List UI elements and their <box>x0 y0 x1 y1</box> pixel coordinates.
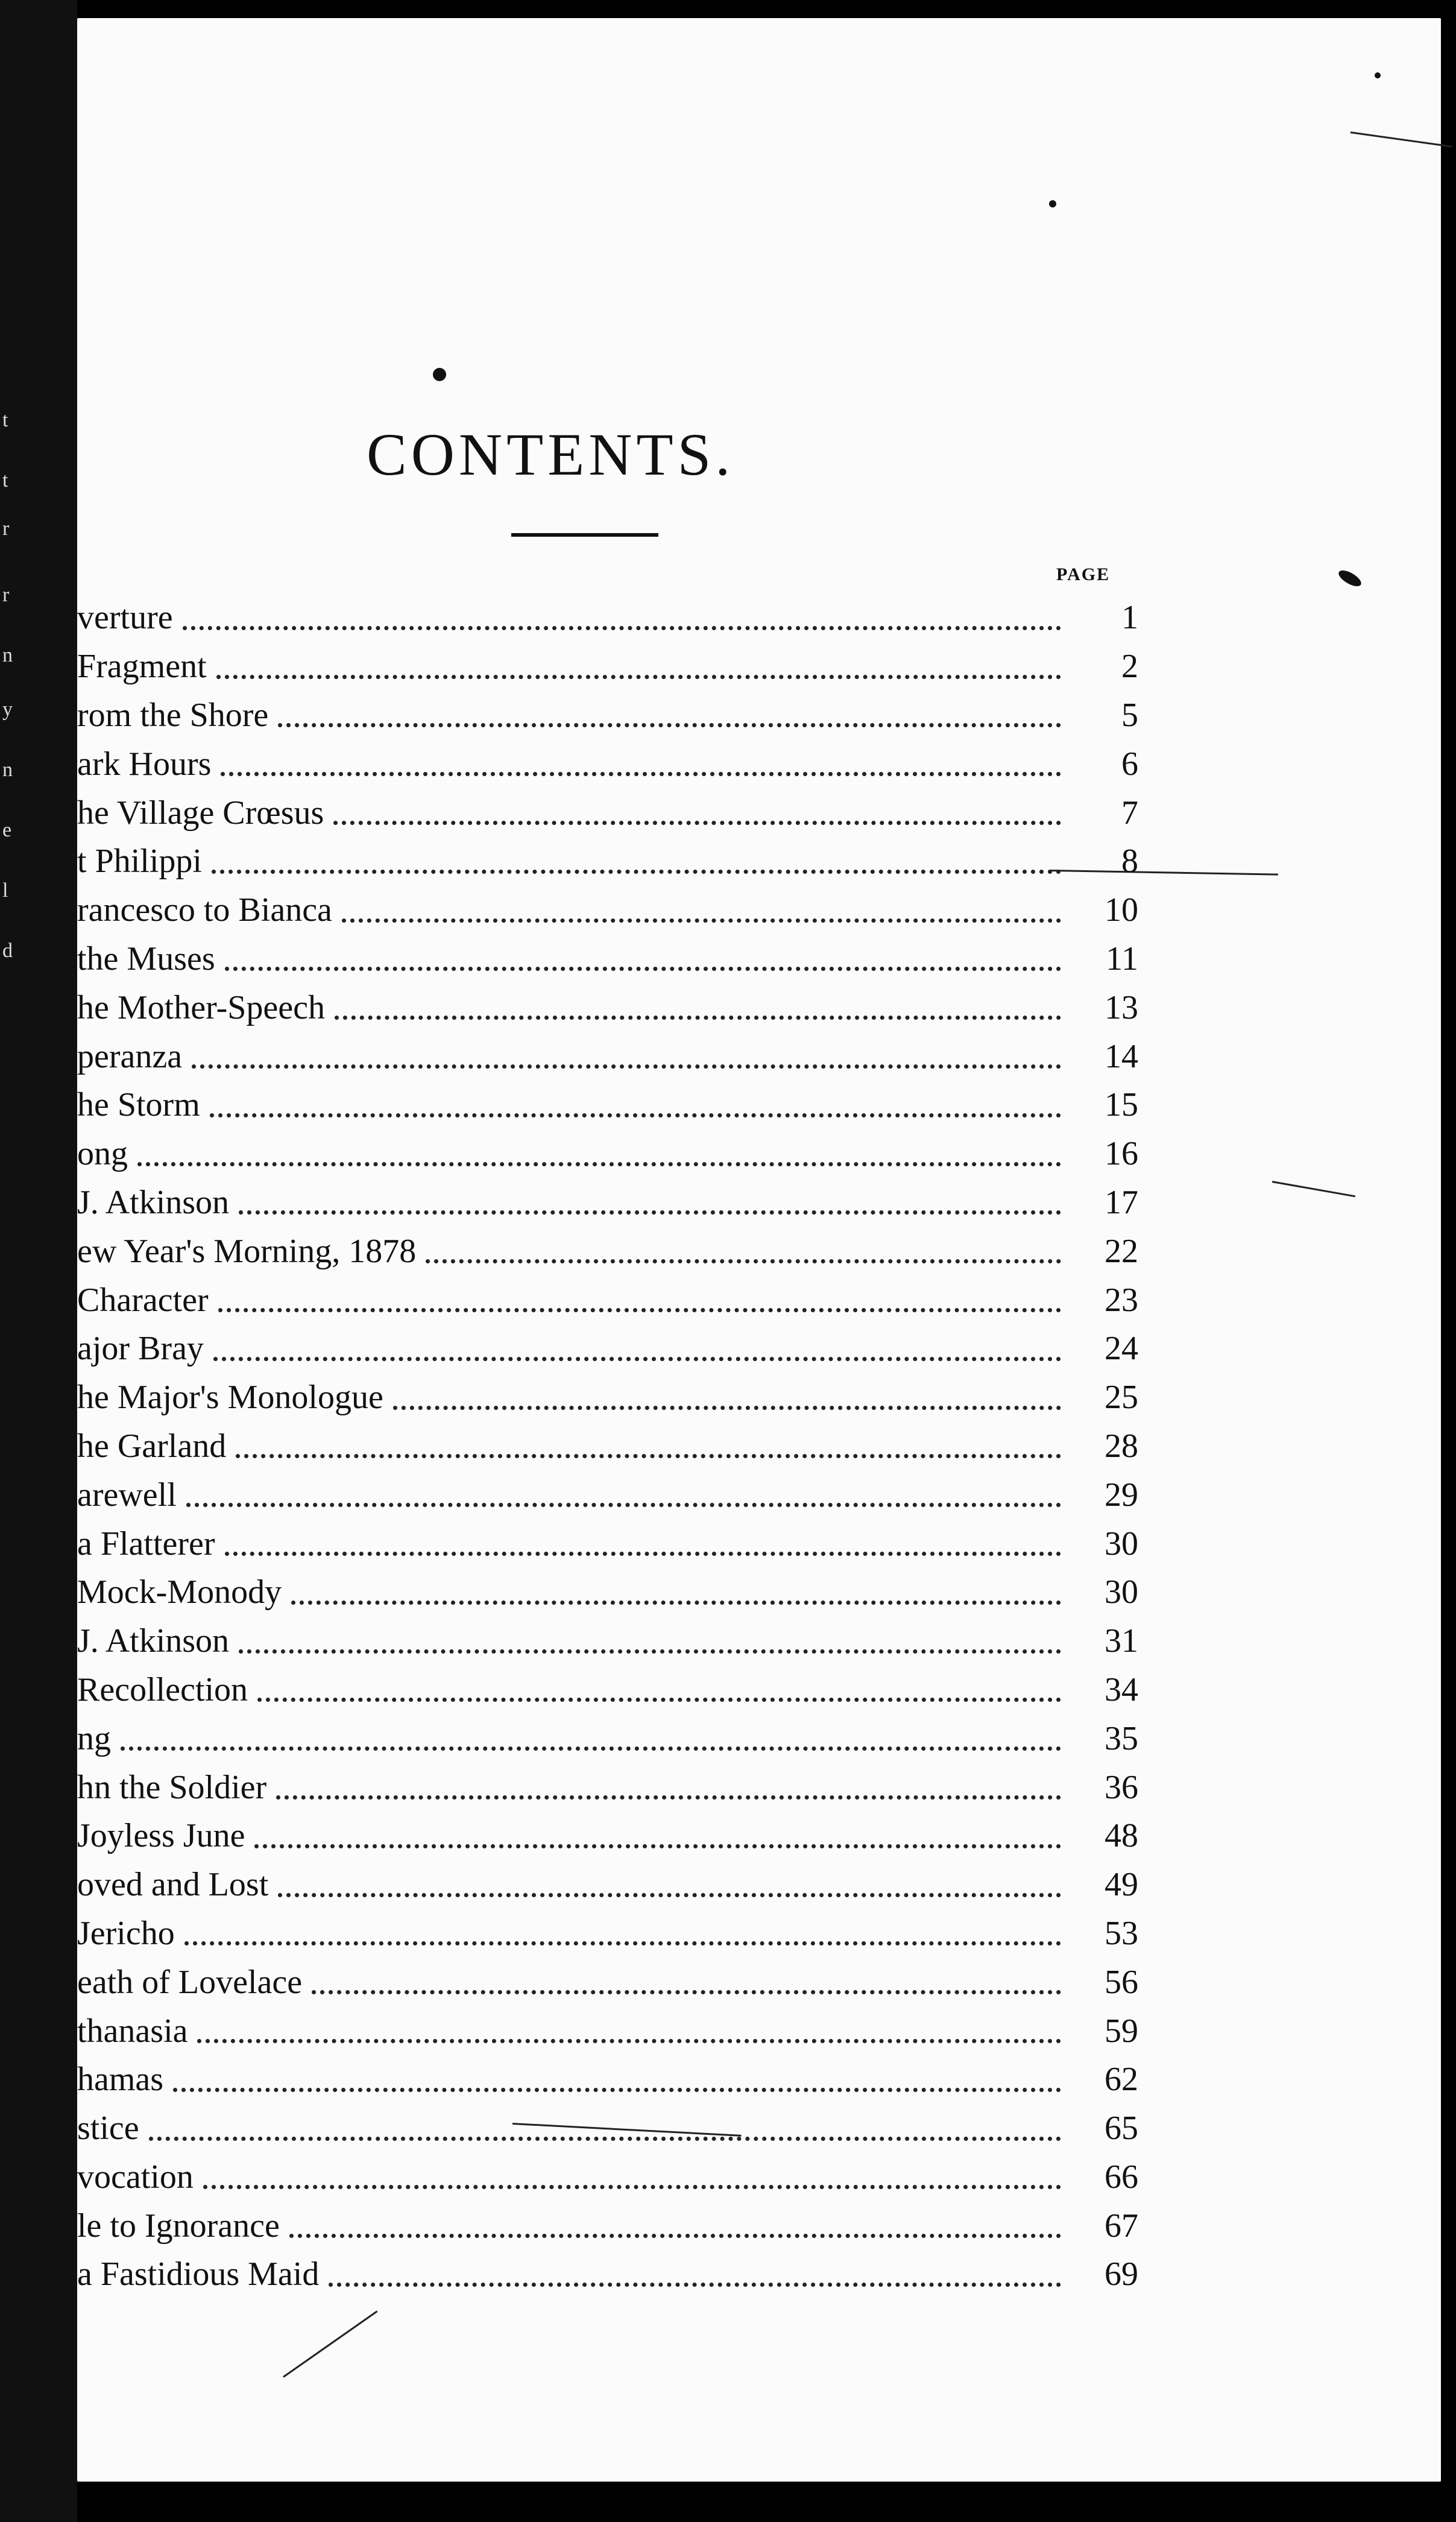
margin-fragment: d <box>2 940 13 962</box>
dot-leader <box>186 1499 1061 1507</box>
margin-fragment: t <box>2 409 8 431</box>
toc-entry <box>77 2006 1138 2055</box>
toc-entry-title: the Muses <box>77 940 221 978</box>
ink-speck <box>1049 200 1056 207</box>
dot-leader <box>218 1304 1061 1312</box>
margin-fragment: t <box>2 469 8 491</box>
toc-entry-title: a Fastidious Maid <box>77 2255 325 2293</box>
toc-entry <box>77 1227 1138 1275</box>
toc-entry <box>77 2201 1138 2250</box>
toc-entry <box>77 886 1138 935</box>
dot-leader <box>203 2181 1061 2189</box>
margin-fragment: y <box>2 698 13 721</box>
dot-leader <box>289 2230 1061 2238</box>
toc-entry-page: 1 <box>1121 599 1138 637</box>
dot-leader <box>197 2035 1061 2043</box>
toc-entry-title: J. Atkinson <box>77 1622 235 1660</box>
dot-leader <box>192 1061 1061 1069</box>
toc-entry-page: 65 <box>1105 2110 1138 2147</box>
ink-speck <box>433 368 446 381</box>
contents-heading: CONTENTS. <box>367 421 735 488</box>
toc-entry <box>77 1763 1138 1812</box>
toc-entry-page: 6 <box>1121 745 1138 783</box>
toc-entry-page: 66 <box>1105 2158 1138 2196</box>
dot-leader <box>239 1207 1061 1215</box>
toc-entry <box>77 837 1138 886</box>
toc-entry-title: peranza <box>77 1037 188 1076</box>
dot-leader <box>278 1889 1061 1897</box>
toc-entry-page: 2 <box>1121 648 1138 686</box>
margin-fragment: n <box>2 644 13 666</box>
ink-speck <box>1375 72 1381 78</box>
dot-leader <box>278 719 1061 727</box>
toc-entry-page: 7 <box>1121 794 1138 832</box>
toc-entry-title: stice <box>77 2109 145 2147</box>
dot-leader <box>137 1158 1061 1166</box>
dot-leader <box>254 1841 1061 1848</box>
toc-entry-title: verture <box>77 598 179 637</box>
toc-entry-page: 17 <box>1105 1183 1138 1221</box>
dot-leader <box>173 2084 1061 2092</box>
dot-leader <box>121 1743 1061 1751</box>
toc-entry <box>77 2055 1138 2104</box>
toc-entry <box>77 1714 1138 1763</box>
dot-leader <box>212 866 1061 874</box>
toc-entry-title: thanasia <box>77 2012 194 2050</box>
margin-fragment: r <box>2 517 10 540</box>
toc-entry-title: Recollection <box>77 1670 254 1709</box>
dot-leader <box>257 1694 1061 1702</box>
toc-entry <box>77 1081 1138 1130</box>
toc-entry <box>77 1178 1138 1227</box>
toc-entry-page: 22 <box>1105 1232 1138 1270</box>
toc-entry-page: 24 <box>1105 1330 1138 1368</box>
dot-leader <box>329 2279 1061 2287</box>
toc-entry-page: 69 <box>1105 2255 1138 2293</box>
toc-entry-page: 23 <box>1105 1281 1138 1319</box>
toc-entry-title: ajor Bray <box>77 1329 210 1368</box>
toc-entry-title: ark Hours <box>77 745 217 783</box>
toc-entry-page: 59 <box>1105 2012 1138 2050</box>
toc-entry-page: 15 <box>1105 1086 1138 1124</box>
margin-fragment: l <box>2 879 8 902</box>
toc-entry-title: Joyless June <box>77 1816 251 1855</box>
toc-entry <box>77 1860 1138 1909</box>
dot-leader <box>213 1353 1061 1361</box>
toc-entry <box>77 691 1138 740</box>
toc-entry <box>77 2153 1138 2202</box>
toc-entry-title: he Major's Monologue <box>77 1378 389 1417</box>
toc-entry-page: 11 <box>1106 940 1138 978</box>
toc-entry <box>77 935 1138 984</box>
toc-entry <box>77 788 1138 837</box>
toc-entry-page: 53 <box>1105 1914 1138 1952</box>
dot-leader <box>236 1450 1061 1458</box>
toc-entry-page: 28 <box>1105 1427 1138 1465</box>
margin-fragment: r <box>2 584 10 606</box>
toc-entry <box>77 1470 1138 1519</box>
toc-entry <box>77 1812 1138 1860</box>
toc-entry-title: Fragment <box>77 647 213 686</box>
toc-entry <box>77 1909 1138 1958</box>
dot-leader <box>225 1548 1061 1556</box>
toc-entry <box>77 2250 1138 2299</box>
dot-leader <box>221 768 1061 776</box>
toc-entry-page: 16 <box>1105 1135 1138 1173</box>
toc-entry <box>77 1958 1138 2006</box>
dot-leader <box>393 1402 1061 1410</box>
toc-entry-title: he Garland <box>77 1427 232 1465</box>
toc-entry-title: J. Atkinson <box>77 1183 235 1222</box>
dot-leader <box>184 1938 1061 1945</box>
dot-leader <box>276 1792 1061 1800</box>
toc-entry-page: 13 <box>1105 988 1138 1026</box>
toc-entry-title: a Flatterer <box>77 1525 221 1563</box>
toc-entry-title: eath of Lovelace <box>77 1963 308 2002</box>
toc-entry-page: 56 <box>1105 1963 1138 2001</box>
toc-entry-page: 48 <box>1105 1817 1138 1855</box>
toc-entry-title: Character <box>77 1281 215 1319</box>
toc-entry-title: vocation <box>77 2158 200 2196</box>
dot-leader <box>225 963 1061 971</box>
toc-entry <box>77 1666 1138 1715</box>
page-column-header: PAGE <box>1056 564 1111 584</box>
heading-rule <box>511 533 658 537</box>
toc-entry <box>77 642 1138 691</box>
dot-leader <box>210 1110 1061 1117</box>
dot-leader <box>312 1986 1061 1994</box>
toc-entry-title: ng <box>77 1719 117 1758</box>
table-of-contents <box>77 593 1138 2299</box>
toc-entry-page: 36 <box>1105 1768 1138 1806</box>
dot-leader <box>291 1597 1061 1605</box>
margin-fragment: e <box>2 819 12 841</box>
toc-entry-title: hn the Soldier <box>77 1768 273 1807</box>
toc-entry-title: he Storm <box>77 1086 206 1124</box>
toc-entry <box>77 983 1138 1032</box>
toc-entry-page: 30 <box>1105 1525 1138 1563</box>
toc-entry <box>77 1324 1138 1373</box>
left-margin-binding <box>0 0 77 2522</box>
margin-fragment: n <box>2 759 13 781</box>
toc-entry-title: ew Year's Morning, 1878 <box>77 1232 422 1271</box>
toc-entry <box>77 1032 1138 1081</box>
toc-entry-page: 34 <box>1105 1670 1138 1708</box>
toc-entry-page: 30 <box>1105 1573 1138 1611</box>
toc-entry-page: 31 <box>1105 1622 1138 1660</box>
toc-entry-title: Jericho <box>77 1914 181 1953</box>
toc-entry <box>77 1568 1138 1617</box>
toc-entry <box>77 1130 1138 1178</box>
toc-entry <box>77 1373 1138 1422</box>
toc-entry-page: 49 <box>1105 1866 1138 1904</box>
toc-entry-page: 25 <box>1105 1379 1138 1417</box>
toc-entry <box>77 1519 1138 1568</box>
toc-entry-title: oved and Lost <box>77 1865 274 1904</box>
dot-leader <box>335 1012 1061 1020</box>
toc-entry <box>77 2104 1138 2153</box>
dot-leader <box>183 622 1061 630</box>
toc-entry-title: rancesco to Bianca <box>77 891 338 929</box>
toc-entry-page: 35 <box>1105 1719 1138 1757</box>
toc-entry-title: rom the Shore <box>77 696 274 735</box>
dot-leader <box>216 671 1061 679</box>
dot-leader <box>149 2133 1061 2141</box>
dot-leader <box>333 817 1061 825</box>
toc-entry <box>77 1422 1138 1471</box>
toc-entry <box>77 1617 1138 1666</box>
toc-entry-title: le to Ignorance <box>77 2207 286 2245</box>
toc-entry <box>77 739 1138 788</box>
toc-entry-page: 5 <box>1121 696 1138 734</box>
toc-entry <box>77 1275 1138 1324</box>
toc-entry-title: arewell <box>77 1476 183 1514</box>
toc-entry-page: 8 <box>1121 842 1138 880</box>
dot-leader <box>342 915 1061 923</box>
toc-entry-page: 62 <box>1105 2061 1138 2099</box>
toc-entry-title: he Mother-Speech <box>77 988 331 1027</box>
toc-entry-page: 10 <box>1105 891 1138 929</box>
toc-entry-title: ong <box>77 1134 134 1173</box>
toc-entry-page: 29 <box>1105 1476 1138 1514</box>
toc-entry-title: he Village Crœsus <box>77 794 330 832</box>
dot-leader <box>426 1256 1061 1263</box>
toc-entry-page: 14 <box>1105 1037 1138 1075</box>
dot-leader <box>239 1646 1061 1654</box>
toc-entry-title: Mock-Monody <box>77 1573 288 1611</box>
toc-entry-page: 67 <box>1105 2207 1138 2245</box>
toc-entry-title: hamas <box>77 2060 169 2099</box>
toc-entry-title: t Philippi <box>77 842 208 880</box>
toc-entry <box>77 593 1138 642</box>
